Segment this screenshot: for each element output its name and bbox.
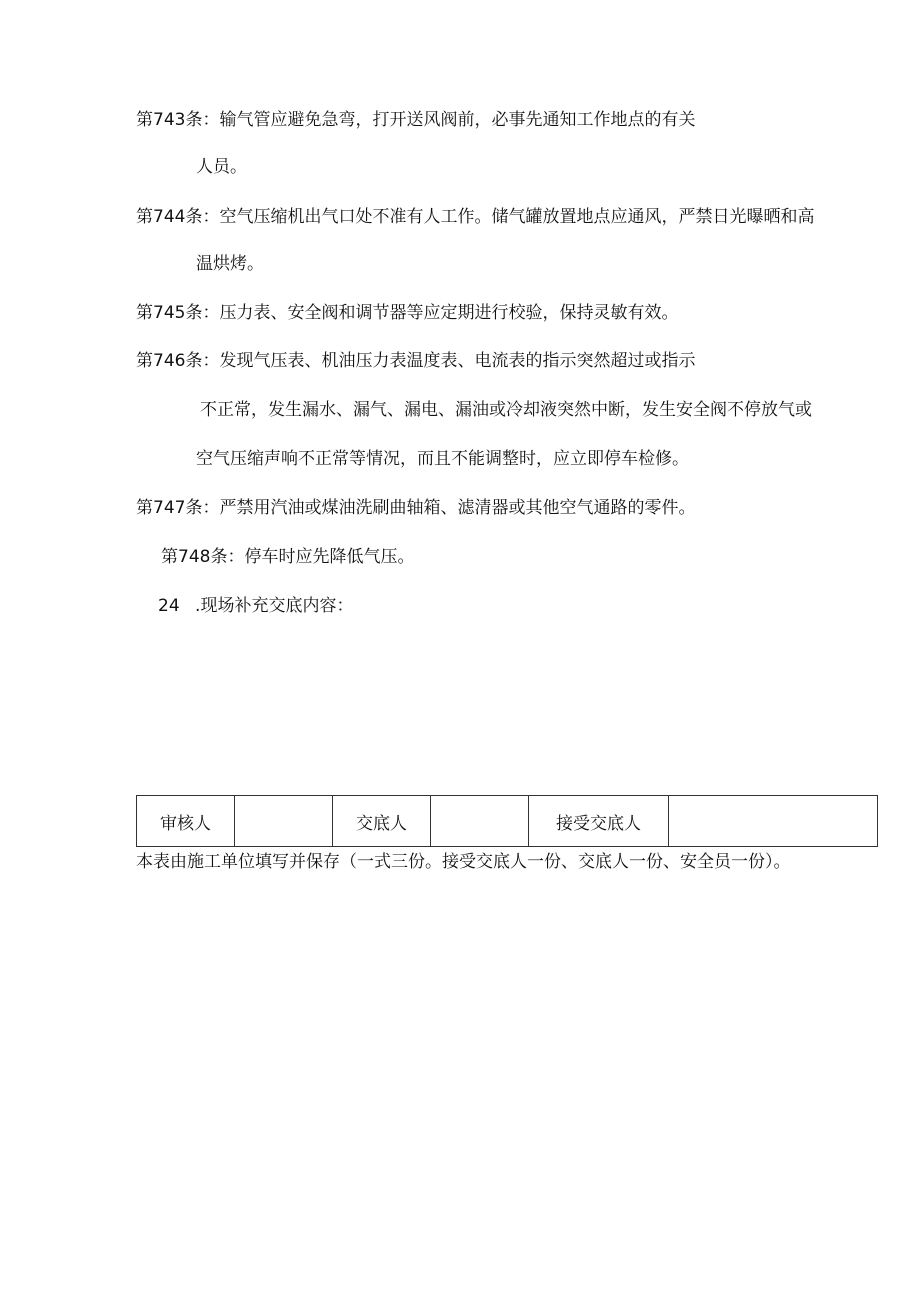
clause-744 — [136, 205, 814, 229]
clause-748 — [161, 545, 414, 569]
clause-744-continuation: 温烘烤。 — [196, 254, 264, 274]
supplement-number: 24 — [158, 596, 180, 616]
clause-743 — [136, 108, 695, 132]
clause-745-label: 第745条： — [136, 303, 220, 323]
clause-748-text: 停车时应先降低气压。 — [244, 547, 415, 567]
signoff-row — [137, 796, 878, 847]
receiver-field[interactable] — [669, 796, 878, 847]
clause-743-label: 第743条： — [136, 110, 220, 130]
signoff-table — [136, 795, 878, 847]
clause-743-continuation: 人员。 — [196, 157, 247, 177]
clause-747 — [136, 496, 695, 520]
clause-747-text: 严禁用汽油或煤油洗刷曲轴箱、滤清器或其他空气通路的零件。 — [219, 498, 696, 518]
reviewer-label: 审核人 — [137, 796, 235, 847]
table-footnote: 本表由施工单位填写并保存（一式三份。接受交底人一份、交底人一份、安全员一份）。 — [136, 852, 791, 872]
clause-746-continuation-1: 不正常，发生漏水、漏气、漏电、漏油或冷却液突然中断，发生安全阀不停放气或 — [200, 400, 812, 420]
clause-746 — [136, 349, 695, 373]
discloser-field[interactable] — [431, 796, 529, 847]
receiver-label: 接受交底人 — [529, 796, 669, 847]
clause-746-text: 发现气压表、机油压力表温度表、电流表的指示突然超过或指示 — [219, 351, 696, 371]
clause-748-label: 第748条： — [161, 547, 245, 567]
supplement-heading — [158, 594, 353, 618]
clause-745 — [136, 301, 678, 325]
clause-746-continuation-2: 空气压缩声响不正常等情况，而且不能调整时，应立即停车检修。 — [196, 449, 689, 469]
discloser-label: 交底人 — [333, 796, 431, 847]
supplement-label: .现场补充交底内容： — [195, 596, 354, 616]
reviewer-field[interactable] — [235, 796, 333, 847]
clause-743-text: 输气管应避免急弯，打开送风阀前，必事先通知工作地点的有关 — [219, 110, 696, 130]
clause-744-label: 第744条： — [136, 207, 220, 227]
clause-745-text: 压力表、安全阀和调节器等应定期进行校验，保持灵敏有效。 — [219, 303, 679, 323]
clause-744-text: 空气压缩机出气口处不准有人工作。储气罐放置地点应通风，严禁日光曝晒和高 — [219, 207, 815, 227]
clause-747-label: 第747条： — [136, 498, 220, 518]
clause-746-label: 第746条： — [136, 351, 220, 371]
